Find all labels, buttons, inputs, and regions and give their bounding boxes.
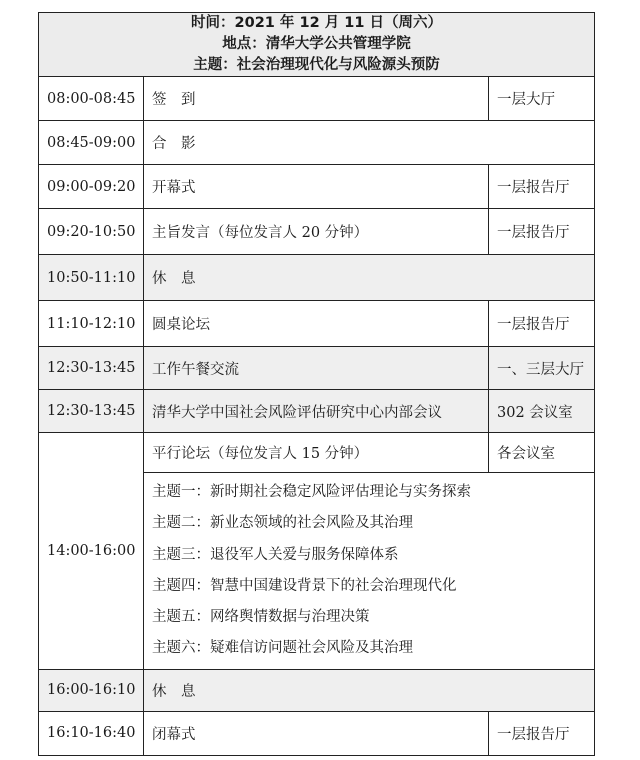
table-row (39, 711, 595, 755)
table-row (39, 433, 595, 473)
venue-cell: 一层报告厅 (489, 165, 595, 209)
time-cell: 16:10-16:40 (39, 711, 144, 755)
event-cell: 主旨发言（每位发言人 20 分钟） (144, 209, 489, 255)
table-row (39, 165, 595, 209)
schedule-table (38, 12, 595, 756)
topics-cell (144, 473, 595, 670)
table-row (39, 121, 595, 165)
topic-item: 主题三：退役军人关爱与服务保障体系 (152, 546, 399, 563)
time-cell: 12:30-13:45 (39, 347, 144, 390)
time-cell: 09:20-10:50 (39, 209, 144, 255)
time-cell: 14:00-16:00 (39, 433, 144, 670)
header-theme: 主题：社会治理现代化与风险源头预防 (193, 57, 440, 73)
time-cell: 16:00-16:10 (39, 669, 144, 711)
event-cell: 工作午餐交流 (144, 347, 489, 390)
topic-item: 主题五：网络舆情数据与治理决策 (152, 609, 370, 626)
time-cell: 08:45-09:00 (39, 121, 144, 165)
event-cell: 休 息 (144, 255, 595, 301)
event-cell: 闭幕式 (144, 711, 489, 755)
table-row (39, 209, 595, 255)
header-row (39, 13, 595, 77)
header-cell (39, 13, 595, 77)
header-time: 时间：2021 年 12 月 11 日（周六） (191, 15, 442, 31)
table-row (39, 669, 595, 711)
topic-item: 主题四：智慧中国建设背景下的社会治理现代化 (152, 577, 457, 594)
time-cell: 11:10-12:10 (39, 301, 144, 347)
event-cell: 合 影 (144, 121, 595, 165)
venue-cell: 各会议室 (489, 433, 595, 473)
time-cell: 10:50-11:10 (39, 255, 144, 301)
topic-item: 主题二：新业态领域的社会风险及其治理 (152, 515, 413, 532)
table-row (39, 301, 595, 347)
venue-cell: 一层报告厅 (489, 301, 595, 347)
table-row (39, 390, 595, 433)
venue-cell: 302 会议室 (489, 390, 595, 433)
topic-item: 主题一：新时期社会稳定风险评估理论与实务探索 (152, 484, 471, 500)
header-venue: 地点：清华大学公共管理学院 (222, 36, 411, 52)
table-row (39, 77, 595, 121)
event-cell: 平行论坛（每位发言人 15 分钟） (144, 433, 489, 473)
event-cell: 休 息 (144, 669, 595, 711)
venue-cell: 一层报告厅 (489, 209, 595, 255)
topic-item: 主题六：疑难信访问题社会风险及其治理 (152, 640, 413, 657)
venue-cell: 一、三层大厅 (489, 347, 595, 390)
event-cell: 圆桌论坛 (144, 301, 489, 347)
event-cell: 清华大学中国社会风险评估研究中心内部会议 (144, 390, 489, 433)
table-row (39, 347, 595, 390)
venue-cell: 一层大厅 (489, 77, 595, 121)
event-cell: 开幕式 (144, 165, 489, 209)
table-row (39, 255, 595, 301)
time-cell: 09:00-09:20 (39, 165, 144, 209)
time-cell: 08:00-08:45 (39, 77, 144, 121)
time-cell: 12:30-13:45 (39, 390, 144, 433)
venue-cell: 一层报告厅 (489, 711, 595, 755)
event-cell: 签 到 (144, 77, 489, 121)
